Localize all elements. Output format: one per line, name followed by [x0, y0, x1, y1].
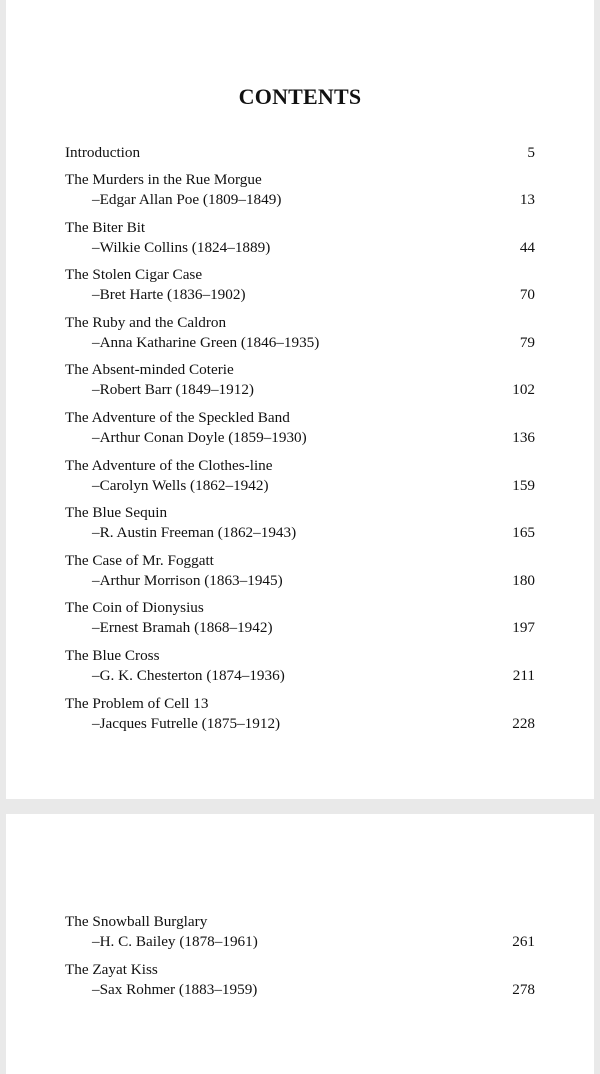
toc-author-row	[65, 980, 535, 1000]
toc-title-row	[65, 408, 535, 428]
toc-title-row	[65, 456, 535, 476]
toc-author-row	[65, 190, 535, 210]
toc-author-row	[65, 618, 535, 638]
author-name: –G. K. Chesterton (1874–1936)	[92, 667, 285, 684]
toc-title-row	[65, 313, 535, 333]
page-number: 278	[512, 980, 535, 998]
story-title: The Case of Mr. Foggatt	[65, 551, 214, 569]
toc-title-row	[65, 598, 535, 618]
toc-title-row	[65, 170, 535, 190]
toc-author-row	[65, 333, 535, 353]
page-number: 197	[512, 619, 535, 637]
page-number: 136	[512, 429, 535, 446]
page-number: 13	[519, 191, 535, 208]
toc-title-row	[65, 218, 535, 238]
author-name: –Bret Harte (1836–1902)	[92, 286, 246, 304]
author-name: –Arthur Morrison (1863–1945)	[92, 571, 283, 589]
toc-title-row	[65, 360, 535, 380]
story-title: The Adventure of the Clothes-line	[65, 456, 273, 474]
author-name: –Edgar Allan Poe (1809–1849)	[92, 191, 282, 208]
toc-title-row	[65, 912, 535, 932]
contents-page-2	[6, 814, 594, 1074]
toc-author-row	[65, 714, 535, 734]
story-title: The Coin of Dionysius	[65, 599, 204, 617]
author-name: –Sax Rohmer (1883–1959)	[92, 980, 258, 998]
author-name: –R. Austin Freeman (1862–1943)	[92, 524, 297, 542]
toc-entry	[65, 694, 535, 734]
toc-entry	[65, 456, 535, 496]
toc-author-row	[65, 428, 535, 448]
toc-title-row	[65, 551, 535, 571]
toc-author-row	[65, 666, 535, 686]
page-number: 5	[527, 144, 535, 161]
page-number: 211	[512, 667, 535, 684]
story-title: The Problem of Cell 13	[65, 694, 209, 712]
toc-title-row	[65, 694, 535, 714]
author-name: –Jacques Futrelle (1875–1912)	[92, 714, 281, 732]
toc-title-row	[65, 265, 535, 285]
toc-entry	[65, 408, 535, 448]
toc-author-row	[65, 523, 535, 543]
toc-author-row	[65, 932, 535, 952]
author-name: –H. C. Bailey (1878–1961)	[92, 933, 258, 950]
story-title: The Absent-minded Coterie	[65, 361, 234, 379]
toc-author-row	[65, 238, 535, 258]
toc-entry	[65, 360, 535, 400]
toc-title-row	[65, 143, 535, 163]
story-title: The Biter Bit	[65, 218, 146, 236]
page-number: 180	[512, 571, 535, 589]
page-number: 228	[512, 714, 535, 732]
toc-title-row	[65, 646, 535, 666]
toc-title-row	[65, 503, 535, 523]
toc-author-row	[65, 571, 535, 591]
author-name: –Anna Katharine Green (1846–1935)	[92, 333, 320, 351]
page-number: 261	[512, 933, 535, 950]
toc-entry	[65, 598, 535, 638]
toc-entry	[65, 551, 535, 591]
page-number: 70	[519, 286, 535, 304]
toc-author-row	[65, 380, 535, 400]
toc-author-row	[65, 476, 535, 496]
story-title: The Zayat Kiss	[65, 960, 158, 978]
page-number: 159	[512, 476, 535, 494]
page-number: 79	[519, 333, 535, 351]
contents-title: CONTENTS	[238, 84, 362, 109]
toc-entry	[65, 912, 535, 952]
page-number: 102	[512, 381, 535, 399]
toc-entry	[65, 170, 535, 210]
story-title: The Blue Sequin	[65, 504, 168, 522]
story-title: Introduction	[65, 144, 141, 161]
author-name: –Wilkie Collins (1824–1889)	[92, 238, 271, 256]
story-title: The Blue Cross	[65, 647, 160, 664]
toc-title-row	[65, 960, 535, 980]
story-title: The Snowball Burglary	[65, 913, 208, 930]
author-name: –Carolyn Wells (1862–1942)	[92, 476, 269, 494]
toc-entry	[65, 265, 535, 305]
story-title: The Ruby and the Caldron	[65, 313, 227, 331]
toc-entry	[65, 143, 535, 163]
toc-author-row	[65, 285, 535, 305]
story-title: The Murders in the Rue Morgue	[65, 171, 262, 188]
toc-entry	[65, 960, 535, 1000]
author-name: –Robert Barr (1849–1912)	[92, 381, 254, 399]
story-title: The Adventure of the Speckled Band	[65, 409, 290, 426]
page-number: 44	[519, 238, 535, 256]
author-name: –Ernest Bramah (1868–1942)	[92, 619, 273, 637]
story-title: The Stolen Cigar Case	[65, 266, 203, 284]
toc-entry	[65, 218, 535, 258]
page-number: 165	[512, 524, 535, 542]
toc-entry	[65, 313, 535, 353]
toc-entry	[65, 503, 535, 543]
author-name: –Arthur Conan Doyle (1859–1930)	[92, 429, 307, 446]
toc-entry	[65, 646, 535, 686]
contents-page-1	[6, 0, 594, 799]
